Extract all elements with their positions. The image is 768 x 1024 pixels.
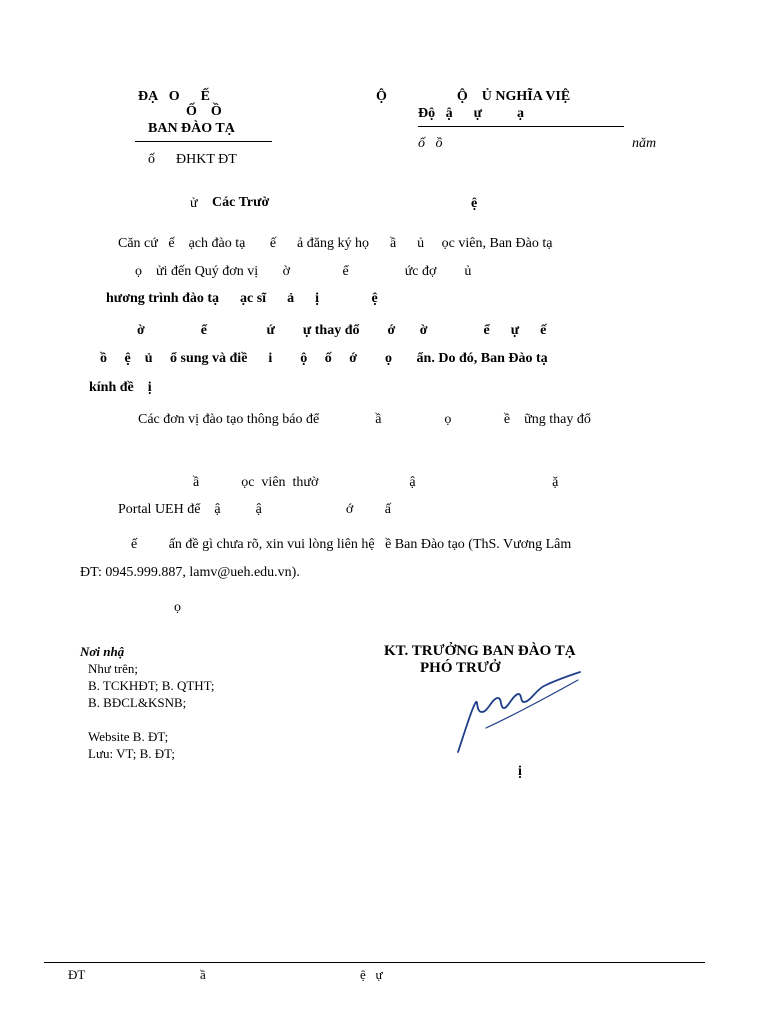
body-p4-line2: Portal UEH để ậ ậ ớ ấ — [118, 502, 391, 517]
national-motto: Độ ậ ự ạ — [418, 106, 525, 121]
recipients-title: Nơi nhậ — [80, 644, 125, 659]
body-p2-line2: ồ ệ ủ ổ sung và điề i ộ ố ớ ọ ẩn. Do đó, Ban Đào tạ — [100, 351, 548, 366]
issuing-unit: BAN ĐÀO TẠ — [148, 121, 235, 136]
document-date: ố ồ — [418, 136, 443, 151]
body-p3-line1: Các đơn vị đào tạo thông báo để ầ ọ ề ững thay đổ — [138, 412, 591, 427]
footer-left: ĐT — [68, 967, 86, 982]
body-p5-line2: ĐT: 0945.999.887, lamv@ueh.edu.vn). — [80, 565, 300, 580]
document-number: ố ĐHKT ĐT — [148, 152, 237, 167]
recipient-label: Các Trườ — [212, 195, 270, 210]
body-p1-line2: ọ ửi đến Quý đơn vị ờ ể ức đợ ủ — [135, 264, 472, 279]
recipients-item: B. BĐCL&KSNB; — [88, 695, 187, 710]
document-date-year: năm — [632, 136, 657, 151]
body-p4-line1: ầ ọc viên thườ ậ ặ — [193, 475, 559, 490]
footer-right: ệ ự — [360, 967, 383, 982]
recipients-item: Lưu: VT; B. ĐT; — [88, 746, 175, 761]
footer-mid: ầ — [200, 967, 206, 982]
header-right-rule — [418, 126, 624, 127]
body-p6-line1: ọ — [174, 600, 181, 615]
signature-title-1: KT. TRƯỞNG BAN ĐÀO TẠ — [384, 643, 576, 659]
footer-rule — [44, 962, 705, 963]
signature-title-2: PHÓ TRƯỞ — [420, 660, 501, 676]
header-left-rule — [135, 141, 272, 142]
recipient-suffix: ệ — [471, 196, 478, 211]
national-title: Ộ Ộ Ủ NGHĨA VIỆ — [376, 89, 571, 104]
body-p5-line1: ế ấn đề gì chưa rõ, xin vui lòng liên hệ ề Ban Đào tạo (ThS. Vương Lâm — [131, 537, 572, 552]
recipient-prefix: ử — [190, 196, 198, 211]
body-p1-line3: hương trình đào tạ ạc sĩ ả ị ệ — [106, 291, 378, 306]
body-p2-line3: kính đề ị — [89, 380, 152, 395]
org-name-line2: Ố Ồ — [186, 104, 222, 119]
body-p2-line1: ờ ể ứ ự thay đổ ớ ờ ể ự ế — [137, 323, 547, 338]
org-name-line1: ĐẠ O Ế — [138, 89, 210, 104]
body-p1-line1: Căn cứ ế ạch đào tạ ế ả đăng ký họ ầ ủ ọc viên, Ban Đào tạ — [118, 236, 553, 251]
recipients-item: Như trên; — [88, 661, 139, 676]
recipients-item: B. TCKHĐT; B. QTHT; — [88, 678, 215, 693]
signer-name: ị — [518, 764, 522, 779]
handwritten-signature — [452, 668, 592, 758]
recipients-item: Website B. ĐT; — [88, 729, 169, 744]
